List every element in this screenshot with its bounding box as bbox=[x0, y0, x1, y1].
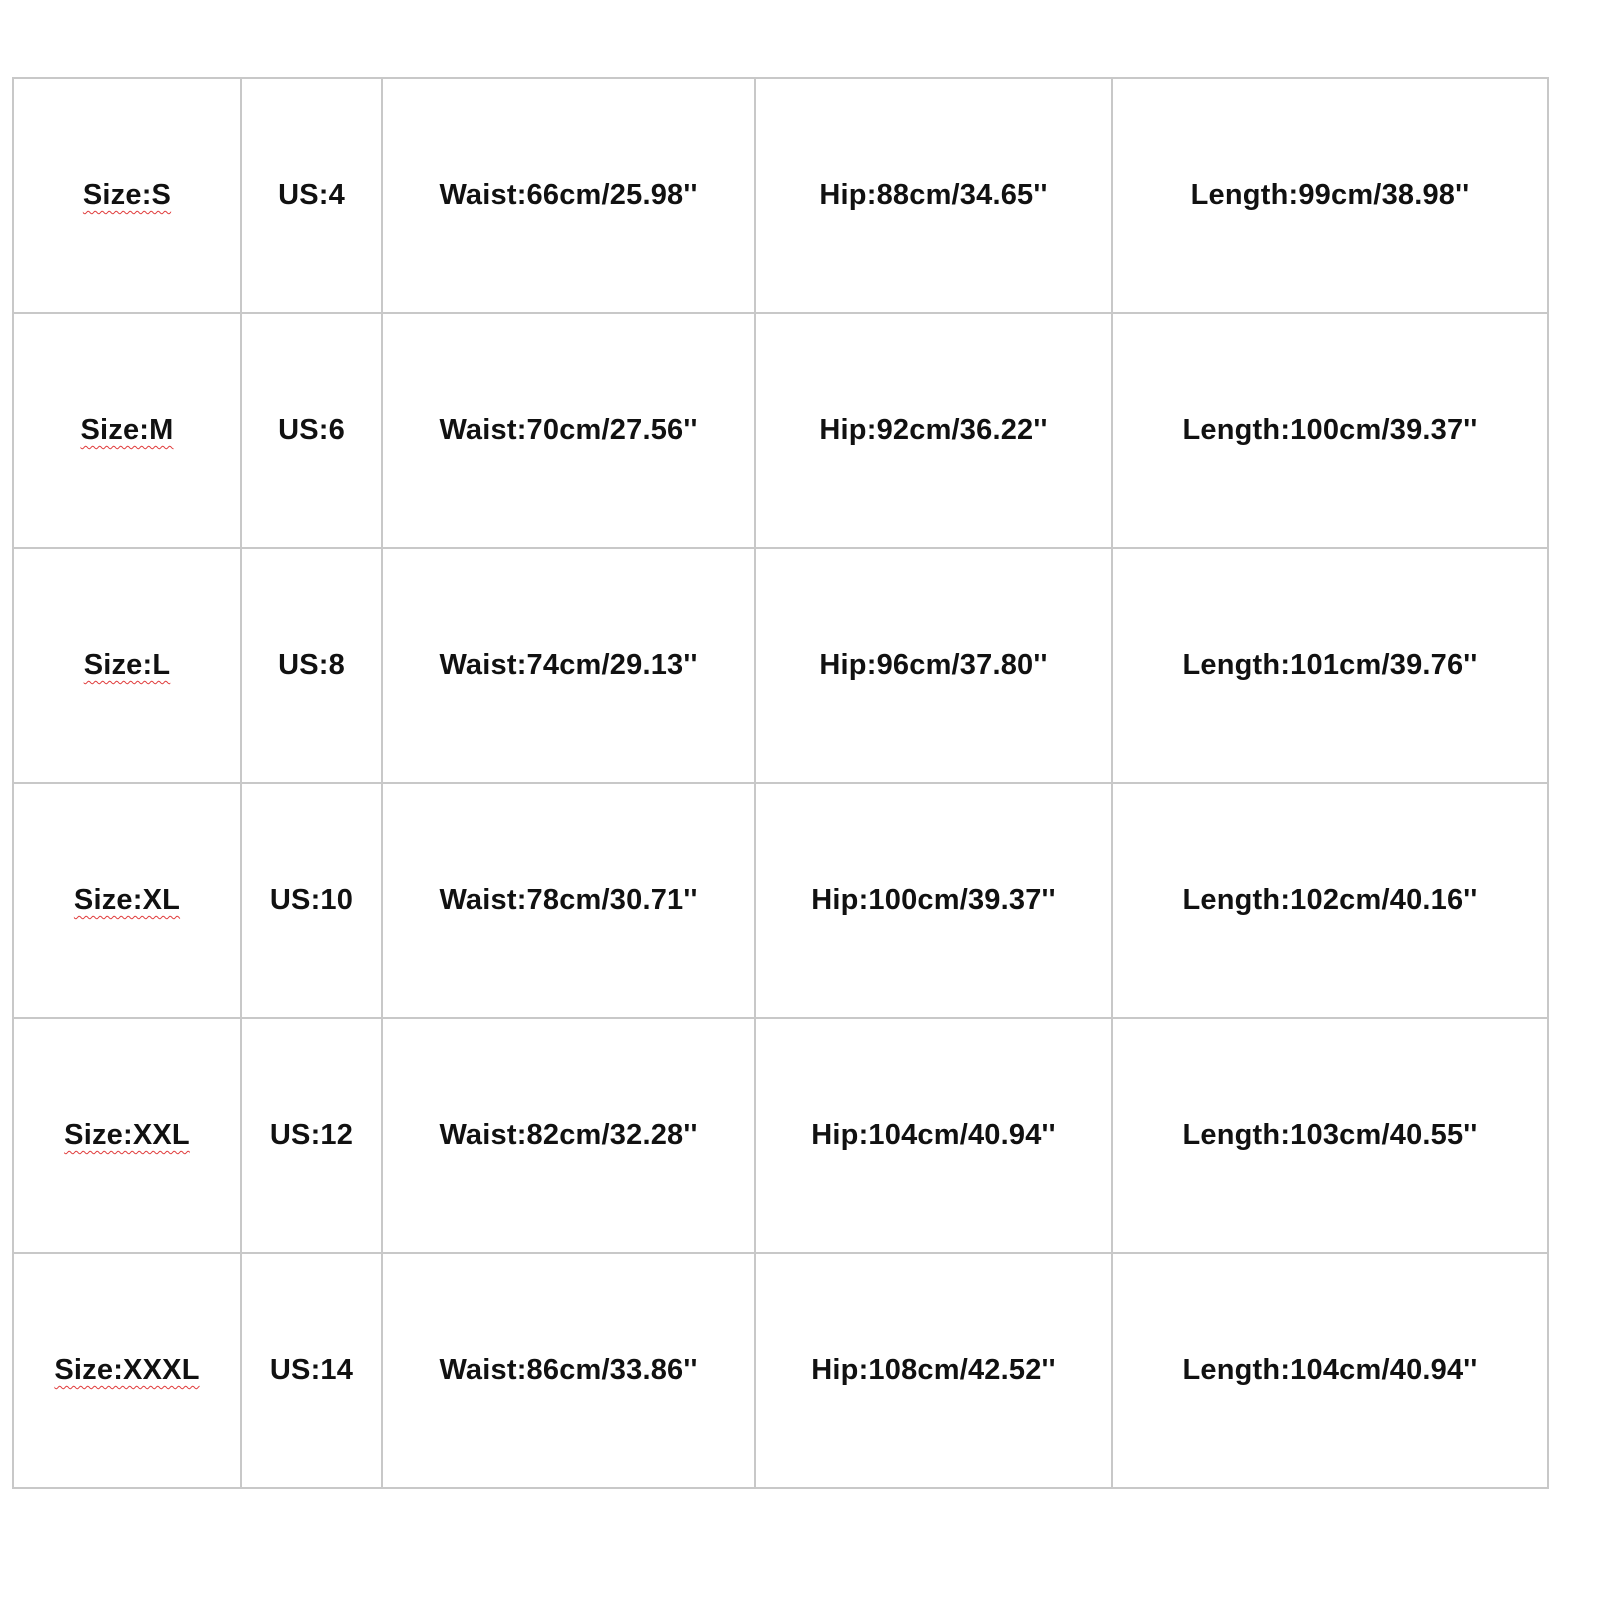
size-label: Size:M bbox=[80, 414, 174, 446]
waist-cell: Waist:66cm/25.98'' bbox=[382, 78, 755, 313]
hip-cell: Hip:88cm/34.65'' bbox=[755, 78, 1112, 313]
table-row bbox=[13, 1253, 1548, 1488]
size-label: Size:L bbox=[83, 649, 171, 681]
us-size-cell: US:14 bbox=[241, 1253, 382, 1488]
waist-cell: Waist:74cm/29.13'' bbox=[382, 548, 755, 783]
us-size-cell: US:12 bbox=[241, 1018, 382, 1253]
length-cell: Length:99cm/38.98'' bbox=[1112, 78, 1548, 313]
table-row bbox=[13, 548, 1548, 783]
hip-cell: Hip:108cm/42.52'' bbox=[755, 1253, 1112, 1488]
length-cell: Length:104cm/40.94'' bbox=[1112, 1253, 1548, 1488]
waist-cell: Waist:86cm/33.86'' bbox=[382, 1253, 755, 1488]
table-row bbox=[13, 313, 1548, 548]
length-cell: Length:102cm/40.16'' bbox=[1112, 783, 1548, 1018]
waist-cell: Waist:78cm/30.71'' bbox=[382, 783, 755, 1018]
size-cell bbox=[13, 313, 241, 548]
hip-cell: Hip:104cm/40.94'' bbox=[755, 1018, 1112, 1253]
size-cell bbox=[13, 548, 241, 783]
size-cell bbox=[13, 783, 241, 1018]
hip-cell: Hip:100cm/39.37'' bbox=[755, 783, 1112, 1018]
size-label: Size:XL bbox=[73, 884, 181, 916]
size-cell bbox=[13, 1018, 241, 1253]
us-size-cell: US:6 bbox=[241, 313, 382, 548]
table-row bbox=[13, 1018, 1548, 1253]
us-size-cell: US:10 bbox=[241, 783, 382, 1018]
us-size-cell: US:4 bbox=[241, 78, 382, 313]
waist-cell: Waist:82cm/32.28'' bbox=[382, 1018, 755, 1253]
length-cell: Length:101cm/39.76'' bbox=[1112, 548, 1548, 783]
size-label: Size:XXL bbox=[64, 1119, 190, 1151]
hip-cell: Hip:92cm/36.22'' bbox=[755, 313, 1112, 548]
table-row bbox=[13, 783, 1548, 1018]
us-size-cell: US:8 bbox=[241, 548, 382, 783]
size-chart-table bbox=[12, 77, 1549, 1489]
size-cell bbox=[13, 1253, 241, 1488]
waist-cell: Waist:70cm/27.56'' bbox=[382, 313, 755, 548]
size-label: Size:XXXL bbox=[54, 1354, 200, 1386]
table-row bbox=[13, 78, 1548, 313]
size-label: Size:S bbox=[82, 179, 172, 211]
size-cell bbox=[13, 78, 241, 313]
length-cell: Length:100cm/39.37'' bbox=[1112, 313, 1548, 548]
hip-cell: Hip:96cm/37.80'' bbox=[755, 548, 1112, 783]
length-cell: Length:103cm/40.55'' bbox=[1112, 1018, 1548, 1253]
